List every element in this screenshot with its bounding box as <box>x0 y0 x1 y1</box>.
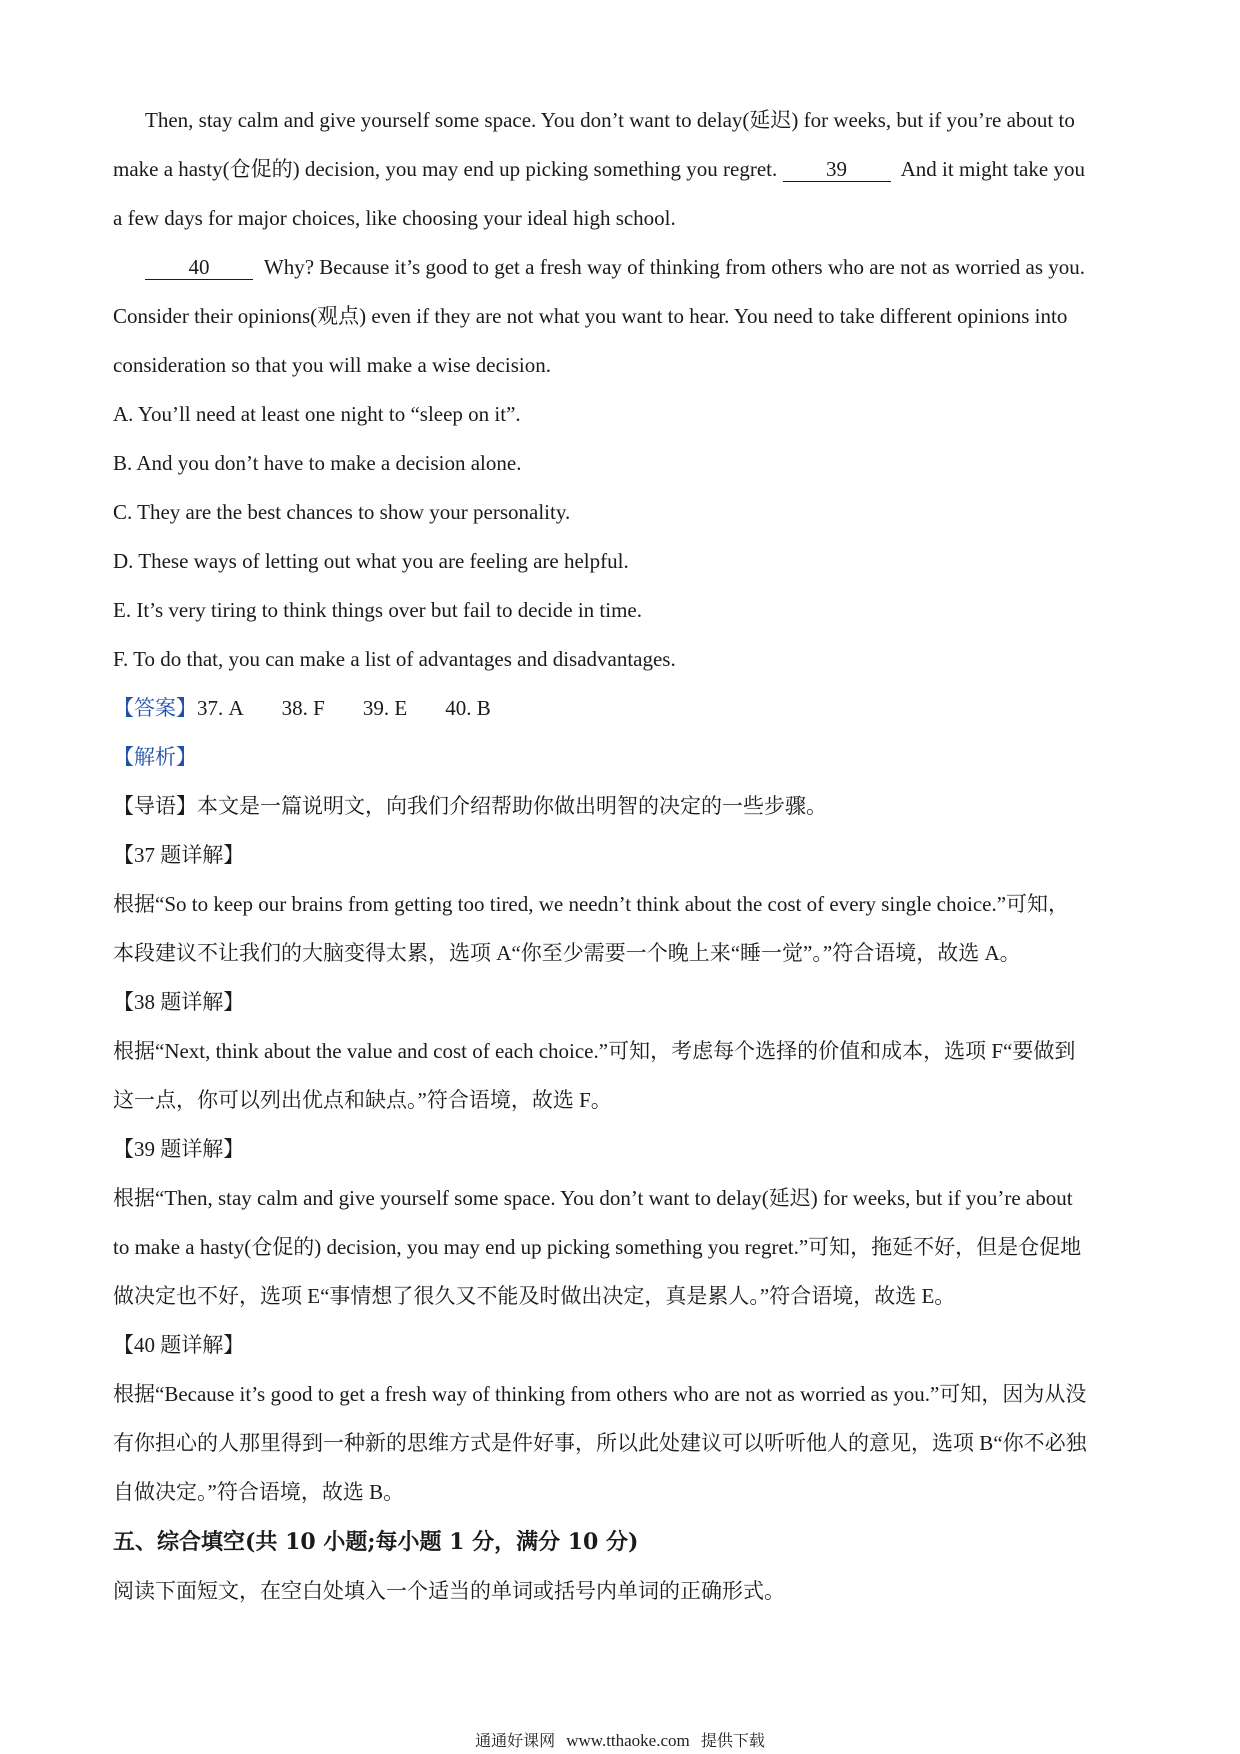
passage-text: make a hasty(仓促的) decision, you may end up picking something you regret. <box>113 157 783 181</box>
answer-item: 38. F <box>281 696 325 720</box>
q39-explanation: 做决定也不好，选项 E“事情想了很久又不能及时做出决定，真是累人。”符合语境，故选 E。 <box>113 1284 956 1308</box>
passage-line <box>113 243 1133 292</box>
blank-40: 40 <box>145 255 253 280</box>
q37-explanation: 本段建议不让我们的大脑变得太累，选项 A“你至少需要一个晚上来“睡一觉”。”符合语境，故选 A。 <box>113 941 1021 965</box>
option-b: B. And you don’t have to make a decision alone. <box>113 451 522 475</box>
option-c: C. They are the best chances to show your personality. <box>113 500 571 524</box>
passage-line <box>113 145 1133 194</box>
option-d: D. These ways of letting out what you are feeling are helpful. <box>113 549 629 573</box>
analysis-intro: 【导语】本文是一篇说明文，向我们介绍帮助你做出明智的决定的一些步骤。 <box>113 794 827 818</box>
option-a: A. You’ll need at least one night to “sleep on it”. <box>113 402 521 426</box>
answer-item: 40. B <box>445 696 491 720</box>
passage-text: Why? Because it’s good to get a fresh way of thinking from others who are not as worried as you. <box>263 255 1085 279</box>
q40-explanation: 有你担心的人那里得到一种新的思维方式是件好事，所以此处建议可以听听他人的意见，选项 B“你不必独 <box>113 1431 1087 1455</box>
footer-tail: 提供下载 <box>700 1731 765 1750</box>
q37-explanation: 根据“So to keep our brains from getting too tired, we needn’t think about the cost of every single choice.”可知， <box>113 892 1070 916</box>
option-f: F. To do that, you can make a list of advantages and disadvantages. <box>113 647 676 671</box>
answer-item: 39. E <box>362 696 408 720</box>
footer-name: 通通好课网 <box>475 1731 556 1750</box>
section-5-title: 五、综合填空(共 10 小题;每小题 1 分，满分 10 分) <box>113 1529 639 1555</box>
q38-explanation: 根据“Next, think about the value and cost of each choice.”可知，考虑每个选择的价值和成本，选项 F“要做到 <box>113 1039 1076 1063</box>
option-e: E. It’s very tiring to think things over but fail to decide in time. <box>113 598 642 622</box>
answer-item: 37. A <box>197 696 244 720</box>
q39-explanation: 根据“Then, stay calm and give yourself some space. You don’t want to delay(延迟) for weeks, but if you’re about <box>113 1186 1073 1210</box>
q39-title: 【39 题详解】 <box>113 1137 245 1161</box>
passage-text: And it might take you <box>900 157 1085 181</box>
answer-label: 【答案】 <box>113 696 197 720</box>
passage-line: Consider their opinions(观点) even if they are not what you want to hear. You need to take different opinions into <box>113 304 1068 328</box>
blank-39: 39 <box>783 157 891 182</box>
analysis-label: 【解析】 <box>113 745 197 769</box>
answer-line <box>113 684 1133 733</box>
q38-title: 【38 题详解】 <box>113 990 245 1014</box>
q37-title: 【37 题详解】 <box>113 843 245 867</box>
q40-explanation: 自做决定。”符合语境，故选 B。 <box>113 1480 405 1504</box>
passage-line: consideration so that you will make a wise decision. <box>113 353 551 377</box>
footer-site-link[interactable]: www.tthaoke.com <box>566 1731 690 1750</box>
q39-explanation: to make a hasty(仓促的) decision, you may end up picking something you regret.”可知，拖延不好，但是仓促地 <box>113 1235 1082 1259</box>
q38-explanation: 这一点，你可以列出优点和缺点。”符合语境，故选 F。 <box>113 1088 612 1112</box>
page-footer <box>0 1728 1240 1751</box>
section-5-instruction: 阅读下面短文，在空白处填入一个适当的单词或括号内单词的正确形式。 <box>113 1579 785 1603</box>
passage-line: a few days for major choices, like choosing your ideal high school. <box>113 206 676 230</box>
passage-line: Then, stay calm and give yourself some space. You don’t want to delay(延迟) for weeks, but if you’re about to <box>145 108 1075 132</box>
q40-title: 【40 题详解】 <box>113 1333 245 1357</box>
q40-explanation: 根据“Because it’s good to get a fresh way of thinking from others who are not as worried as you.”可知，因为从没 <box>113 1382 1087 1406</box>
document-page <box>113 96 1133 1616</box>
